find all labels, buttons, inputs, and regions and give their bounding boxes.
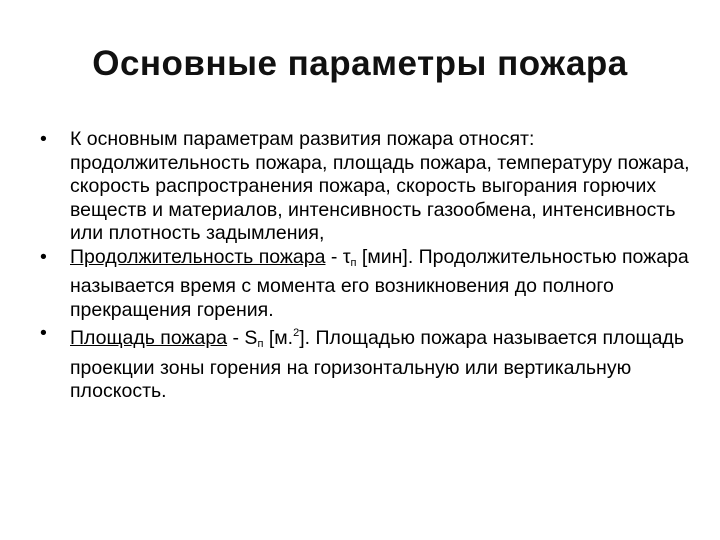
bullet-dot-icon: • bbox=[40, 128, 47, 150]
slide-title: Основные параметры пожара bbox=[92, 44, 628, 83]
bullet-item-area bbox=[40, 322, 700, 404]
unit-close: ]. bbox=[299, 327, 311, 349]
unit-label: [м. bbox=[263, 327, 294, 349]
symbol-tau: τ bbox=[342, 245, 351, 268]
bullet-item-duration bbox=[40, 246, 700, 323]
bullet-text: Площадью пожара называется площадь проекции зоны горения на горизонтальную или вертикальную плоскость. bbox=[70, 327, 684, 402]
symbol-subscript: п bbox=[350, 256, 357, 269]
unit-label: [мин]. bbox=[356, 245, 414, 268]
bullet-list bbox=[40, 128, 700, 404]
bullet-dot-icon: • bbox=[40, 245, 47, 268]
bullet-text: К основным параметрам развития пожара относят: продолжительность пожара, площадь пожара, температуру пожара, скорость распространения пожара, скорость выгорания горючих веществ и материалов, интенсивность газообмена, интенсивность или плотность задымления, bbox=[70, 128, 690, 244]
symbol-s: S bbox=[244, 327, 258, 349]
bullet-item-parameters bbox=[40, 128, 700, 246]
term-duration: Продолжительность пожара bbox=[70, 245, 326, 268]
symbol-subscript: п bbox=[257, 338, 264, 350]
bullet-dot-icon: • bbox=[40, 322, 47, 344]
term-separator: - bbox=[227, 327, 245, 349]
unit-superscript: 2 bbox=[293, 327, 300, 339]
bullet-text: Продолжительностью пожара называется время с момента его возникновения до полного прекращения горения. bbox=[70, 245, 689, 321]
term-separator: - bbox=[325, 245, 343, 268]
term-area: Площадь пожара bbox=[70, 327, 228, 349]
